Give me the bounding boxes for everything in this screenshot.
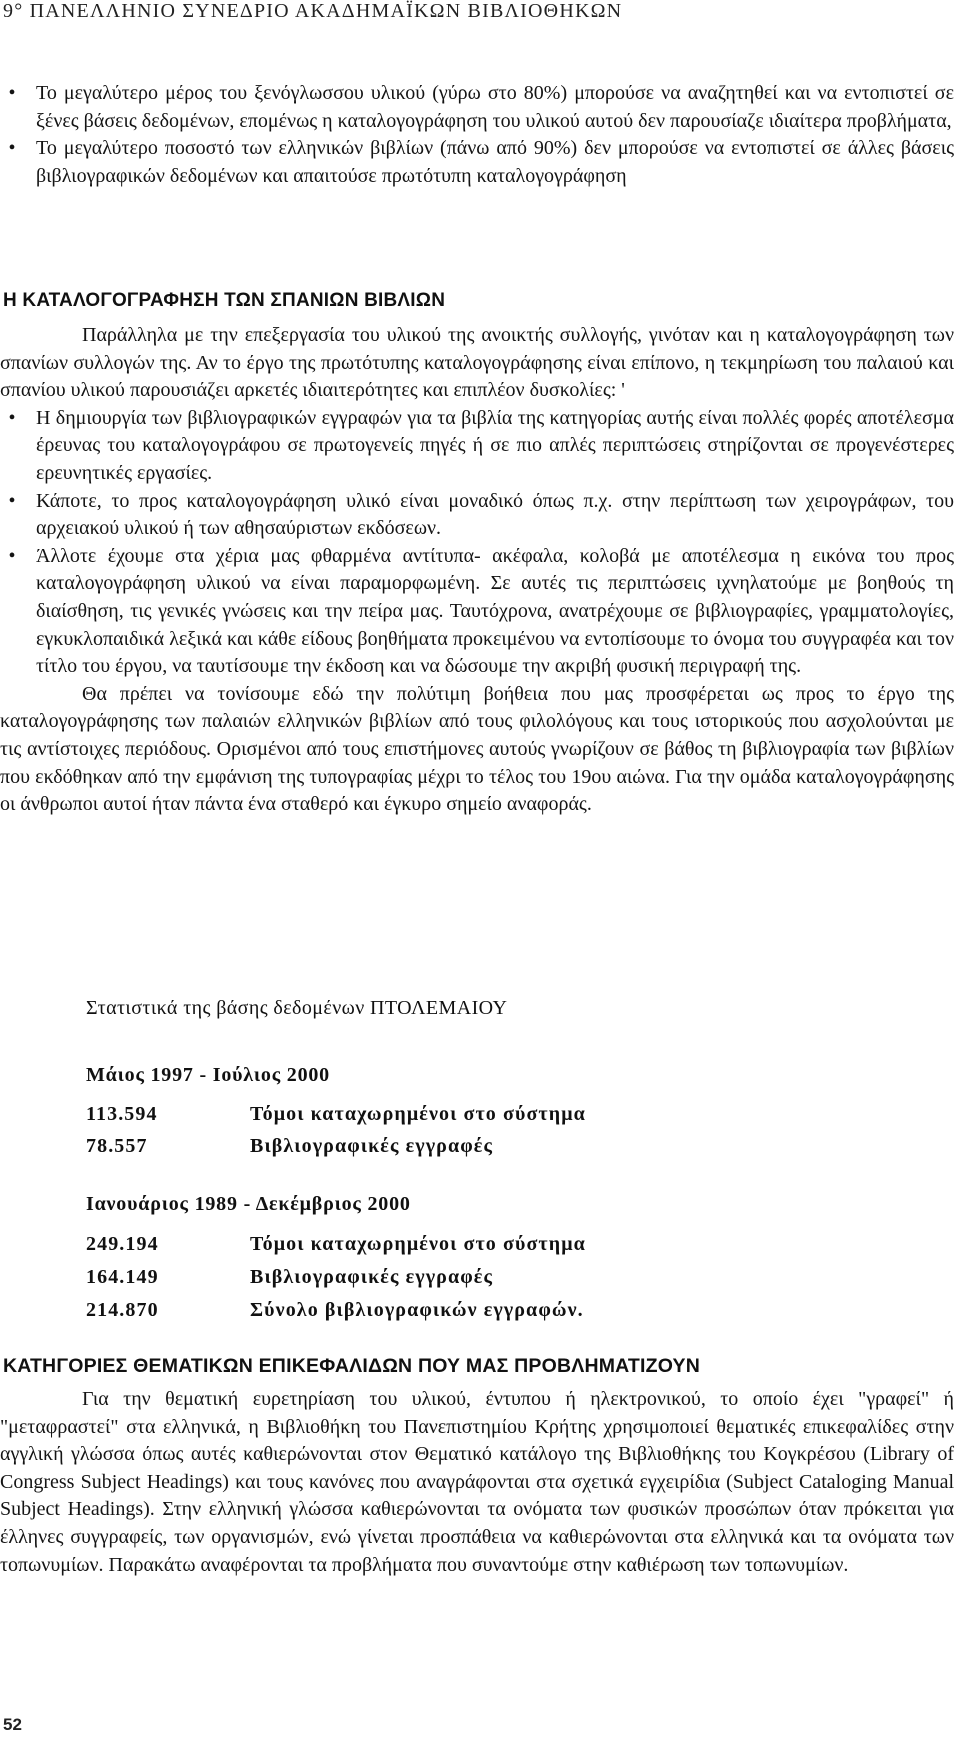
list-item — [0, 543, 954, 681]
list-item — [0, 405, 954, 488]
stats-title: Στατιστικά της βάσης δεδομένων ΠΤΟΛΕΜΑΙΟΥ — [86, 997, 508, 1019]
stats-period-label: Μάιος 1997 - Ιούλιος 2000 — [86, 1064, 330, 1086]
stats-value: 78.557 — [86, 1135, 148, 1157]
stats-label: Σύνολο βιβλιογραφικών εγγραφών. — [250, 1299, 584, 1321]
running-header: 9° ΠΑΝΕΛΛΗΝΙΟ ΣΥΝΕΔΡΙΟ ΑΚΑΔΗΜΑΪΚΩΝ ΒΙΒΛΙΟΘΗΚΩΝ — [3, 0, 623, 22]
stats-value: 249.194 — [86, 1233, 159, 1255]
stats-label: Βιβλιογραφικές εγγραφές — [250, 1135, 493, 1157]
bullet-text: Το μεγαλύτερο μέρος του ξενόγλωσσου υλικού (γύρω στο 80%) μπορούσε να αναζητηθεί και να εντοπιστεί σε ξένες βάσεις δεδομένων, επομένως η καταλογογράφηση του υλικού αυτού δεν παρουσίαζε ιδιαίτερα προβλήματα, — [36, 82, 954, 132]
stats-row — [86, 1103, 586, 1126]
bullet-icon: • — [8, 489, 16, 512]
stats-label: Τόμοι καταχωρημένοι στο σύστημα — [250, 1103, 586, 1125]
stats-label: Βιβλιογραφικές εγγραφές — [250, 1266, 493, 1288]
section-heading-subject-headings: ΚΑΤΗΓΟΡΙΕΣ ΘΕΜΑΤΙΚΩΝ ΕΠΙΚΕΦΑΛΙΔΩΝ ΠΟΥ ΜΑΣ ΠΡΟΒΛΗΜΑΤΙΖΟΥΝ — [3, 1355, 701, 1377]
bullet-icon: • — [8, 82, 16, 104]
paragraph: Για την θεματική ευρετηρίαση του υλικού, έντυπου ή ηλεκτρονικού, το οποίο έχει "γραφεί" ή "μεταφραστεί" στα ελληνικά, η Βιβλιοθήκη του Πανεπιστημίου Κρήτης χρησιμοποιεί θεματικές επικεφαλίδες στην αγγλική γλώσσα όπως αυτές καθιερώνονται στον Θεματικό κατάλογο της Βιβλιοθήκης του Κογκρέσου (Library of Congress Subject Headings) και τους κανόνες που αναγράφονται στα σχετικά εγχειρίδια (Subject Cataloging Manual Subject Headings). Στην ελληνική γλώσσα καθιερώνονται τα ονόματα των φυσικών προσώπων όταν πρόκειται για έλληνες συγγραφείς, των οργανισμών, ενώ γίνεται προσπάθεια να καθιερώνονται στα ελληνικά και τα ονόματα των τοπωνυμίων. Παρακάτω αναφέρονται τα προβλήματα που συναντούμε στην καθιέρωση των τοπωνυμίων. — [0, 1388, 954, 1576]
bullet-icon: • — [8, 406, 16, 429]
stats-value: 113.594 — [86, 1103, 158, 1125]
intro-bullet-list — [0, 80, 954, 190]
bullet-icon: • — [8, 544, 16, 567]
section-subject-headings — [0, 1386, 954, 1579]
bullet-text: Άλλοτε έχουμε στα χέρια μας φθαρμένα αντίτυπα- ακέφαλα, κολοβά με αποτέλεσμα η εικόνα του προς καταλογογράφηση υλικού να είναι παραμορφωμένη. Σε αυτές τις περιπτώσεις ιχνηλατούμε με βοηθούς τη διαίσθηση, τις γενικές γνώσεις και την πείρα μας. Ταυτόχρονα, ανατρέχουμε σε βιβλιογραφίες, γραμματολογίες, εγκυκλοπαιδικά λεξικά και κάθε είδους βοηθήματα προκειμένου να εντοπίσουμε το όνομα του συγγραφέα και τον τίτλο του έργου, να ταυτίσουμε την έκδοση και να δώσουμε την ακριβή φυσική περιγραφή της. — [36, 544, 954, 678]
bullet-icon: • — [8, 137, 16, 160]
stats-value: 214.870 — [86, 1299, 159, 1321]
section-rare-books — [0, 322, 954, 819]
section-heading-rare-books: Η ΚΑΤΑΛΟΓΟΓΡΑΦΗΣΗ ΤΩΝ ΣΠΑΝΙΩΝ ΒΙΒΛΙΩΝ — [3, 290, 446, 311]
paragraph: Θα πρέπει να τονίσουμε εδώ την πολύτιμη βοήθεια που μας προσφέρεται ως προς το έργο της καταλογογράφησης των παλαιών ελληνικών βιβλίων από τους φιλολόγους και τους ιστορικούς που ασχολούνται με τις αντίστοιχες περιόδους. Ορισμένοι από τους επιστήμονες αυτούς γνωρίζουν σε βάθος τη βιβλιογραφία των βιβλίων που εκδόθηκαν από την εμφάνιση της τυπογραφίας μέχρι το τέλος του 19ου αιώνα. Για την ομάδα καταλογογράφησης οι άνθρωποι αυτοί ήταν πάντα ένα σταθερό και έγκυρο σημείο αναφοράς. — [0, 682, 954, 816]
stats-row — [86, 1266, 493, 1289]
bullet-text: Κάποτε, το προς καταλογογράφηση υλικό είναι μοναδικό όπως π.χ. στην περίπτωση των χειρογράφων, του αρχειακού υλικού ή των αθησαύριστων εκδόσεων. — [36, 489, 954, 540]
stats-row — [86, 1233, 586, 1256]
bullet-text: Το μεγαλύτερο ποσοστό των ελληνικών βιβλίων (πάνω από 90%) δεν μπορούσε να εντοπιστεί σε άλλες βάσεις βιβλιογραφικών δεδομένων και απαιτούσε πρωτότυπη καταλογογράφηση — [36, 137, 954, 187]
list-item — [0, 80, 954, 135]
bullet-text: Η δημιουργία των βιβλιογραφικών εγγραφών για τα βιβλία της κατηγορίας αυτής είναι πολλές φορές αποτέλεσμα έρευνας του καταλογογράφου σε πρωτογενείς πηγές ή σε πιο απλές περιπτώσεις στηρίζονται σε προγενέστερες ερευνητικές εργασίες. — [36, 406, 954, 484]
stats-row — [86, 1299, 584, 1322]
paragraph: Παράλληλα με την επεξεργασία του υλικού της ανοικτής συλλογής, γινόταν και η καταλογογράφηση των σπανίων συλλογών της. Αν το έργο της πρωτότυπης καταλογογράφησης είναι επίπονο, η τεκμηρίωση του παλαιού και σπανίου υλικού παρουσιάζει αρκετές ιδιαιτερότητες και επιπλέον δυσκολίες: ' — [0, 324, 954, 402]
stats-label: Τόμοι καταχωρημένοι στο σύστημα — [250, 1233, 586, 1255]
stats-value: 164.149 — [86, 1266, 159, 1288]
list-item — [0, 135, 954, 190]
list-item — [0, 488, 954, 543]
stats-period-label: Ιανουάριος 1989 - Δεκέμβριος 2000 — [86, 1193, 411, 1215]
page-number: 52 — [3, 1715, 22, 1734]
stats-row — [86, 1135, 493, 1158]
